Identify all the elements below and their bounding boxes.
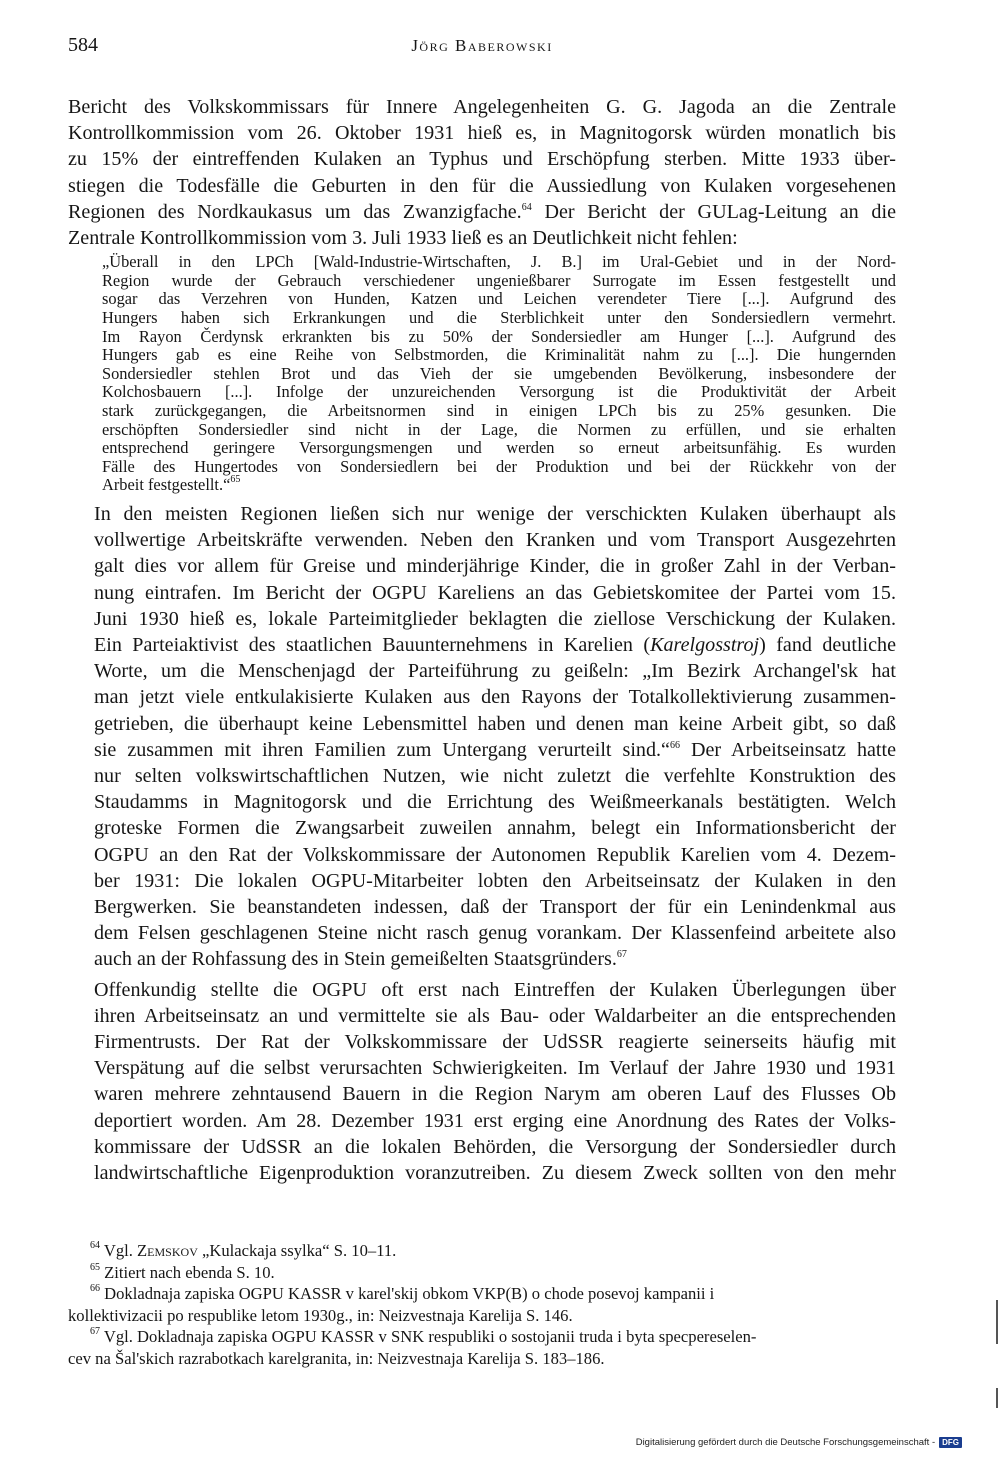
text-line: nur selten volkswirtschaftlichen Nutzen, wie nicht zuletzt die verfehlte Konstruktion des bbox=[94, 764, 896, 787]
italic-term: Karelgosstroj bbox=[650, 633, 760, 656]
text-segment: Der Bericht der GULag-Leitung an die bbox=[544, 200, 896, 223]
digitization-credit bbox=[636, 1437, 962, 1448]
running-head: Jörg Baberowski bbox=[411, 36, 553, 55]
text-line: waren mehrere zehntausend Bauern in die Region Narym am oberen Lauf des Flusses Ob bbox=[94, 1083, 896, 1106]
quote-line: Region wurde der Gebrauch verschiedener ungenießbarer Surrogate im Essen festgestellt und bbox=[102, 270, 896, 290]
quote-line: Fälle des Hungertodes von Sondersiedlern bei der Produktion und bei der Rückkehr von der bbox=[102, 456, 896, 476]
footnote-ref: 66 bbox=[669, 739, 680, 751]
text-line: dem Felsen geschlagenen Steine nicht rasch genug vorankam. Der Klassenfeind arbeitete also bbox=[94, 922, 896, 945]
page-header bbox=[68, 34, 896, 64]
footnote-ref: 64 bbox=[521, 201, 532, 213]
text-line: Kontrollkommission vom 26. Oktober 1931 hieß es, in Magnitogorsk würden monatlich bis bbox=[68, 122, 896, 145]
quote-line: Sondersiedler stehlen Brot und das Vieh der sie umgebenden Bevölkerung, insbesondere der bbox=[102, 363, 896, 383]
text-line: getrieben, die überhaupt keine Lebensmittel haben und denen man keine Arbeit gibt, so daß bbox=[94, 712, 896, 735]
text-line: groteske Formen die Zwangsarbeit zuweilen annahm, belegt ein Informationsbericht der bbox=[94, 817, 896, 840]
quote-line: stark zurückgegangen, die Arbeitsnormen sind in einigen LPCh bis zu 25% gesunken. Die bbox=[102, 400, 896, 420]
text-segment: sie zusammen mit ihren Familien zum Untergang verurteilt sind.“ bbox=[94, 738, 670, 761]
footnote bbox=[68, 1283, 896, 1326]
text-line: Juni 1930 hieß es, lokale Parteimitglieder beklagten die ziellose Verschickung der Kulaken. bbox=[94, 607, 896, 630]
page-number: 584 bbox=[68, 34, 98, 56]
text-line bbox=[68, 632, 896, 658]
text-line: galt dies vor allem für Greise und minderjährige Kinder, die in großer Zahl in der Verban- bbox=[94, 555, 896, 578]
quote-line: Im Rayon Čerdynsk erkrankten bis zu 50% der Sondersiedler am Hunger [...]. Aufgrund des bbox=[102, 326, 896, 346]
text-segment: Ein Parteiaktivist des staatlichen Bauunternehmens in Karelien ( bbox=[94, 633, 651, 656]
text-line: Firmentrusts. Der Rat der Volkskommissare der UdSSR reagierte seinerseits häufig mit bbox=[94, 1031, 896, 1053]
text-line: ber 1931: Die lokalen OGPU-Mitarbeiter lobten den Arbeitseinsatz der Kulaken in den bbox=[94, 869, 896, 892]
text-segment: ) fand deutliche bbox=[759, 633, 896, 656]
footnotes bbox=[68, 1240, 896, 1369]
text-line bbox=[68, 946, 896, 972]
text-line bbox=[68, 737, 896, 763]
text-line: Worte, um die Menschenjagd der Parteiführung zu geißeln: „Im Bezirk Archangel'sk hat bbox=[94, 660, 896, 683]
footnote-ref: 65 bbox=[230, 474, 241, 486]
paragraph-1 bbox=[68, 94, 896, 251]
footnote-text: Zitiert nach ebenda S. 10. bbox=[104, 1262, 275, 1282]
text-line: stiegen die Todesfälle die Geburten in den für die Aussiedlung von Kulaken vorgesehenen bbox=[68, 174, 896, 197]
text-line: OGPU an den Rat der Volkskommissare der Autonomen Republik Karelien vom 4. Dezem- bbox=[94, 843, 896, 866]
text-line: Bergwerken. Sie beanstandeten indessen, daß der Transport der für ein Lenindenkmal aus bbox=[94, 895, 896, 918]
paragraph-2 bbox=[68, 501, 896, 973]
footnote-text: „Kulackaja ssylka“ S. 10–11. bbox=[197, 1241, 397, 1260]
quote-line: Hungers gab es eine Reihe von Selbstmorden, die Kriminalität nahm zu [...]. Die hungernden bbox=[102, 345, 896, 365]
quote-line: entsprechend geringere Versorgungsmengen und werden so erneut arbeitsunfähig. Es wurden bbox=[102, 438, 896, 458]
text-segment: Der Arbeitseinsatz hatte bbox=[679, 738, 896, 761]
footnote-text: Vgl. bbox=[103, 1241, 138, 1260]
footnote-number: 65 bbox=[90, 1261, 100, 1273]
block-quote bbox=[102, 253, 896, 495]
text-line: Offenkundig stellte die OGPU oft erst nach Eintreffen der Kulaken Überlegungen über bbox=[94, 978, 896, 1001]
credit-text: Digitalisierung gefördert durch die Deutsche Forschungsgemeinschaft - bbox=[635, 1437, 936, 1448]
scan-edge-mark bbox=[996, 1300, 998, 1344]
footnote-author: Zemskov bbox=[137, 1241, 198, 1260]
body-text bbox=[68, 94, 896, 1186]
footnote-continuation: cev na Šal'skich razrabotkach karelgranita, in: Neizvestnaja Karelija S. 183–186. bbox=[68, 1348, 605, 1368]
text-segment: Regionen des Nordkaukasus um das Zwanzigfache. bbox=[68, 200, 522, 223]
quote-line bbox=[102, 476, 896, 495]
paragraph-3 bbox=[68, 977, 896, 1187]
footnote-text: Vgl. Dokladnaja zapiska OGPU KASSR v SNK respubliki o sostojanii truda i byta specpereselen- bbox=[103, 1327, 757, 1346]
text-line: man jetzt viele entkulakisierte Kulaken aus den Rayons der Totalkollektivierung zusammen- bbox=[94, 686, 896, 709]
text-line: deportiert worden. Am 28. Dezember 1931 erst erging eine Anordnung des Rates der Volks- bbox=[94, 1109, 896, 1132]
footnote-number: 64 bbox=[90, 1240, 100, 1251]
text-line: Verspätung auf die selbst verursachten Schwierigkeiten. Im Verlauf der Jahre 1930 und 1931 bbox=[94, 1057, 896, 1080]
text-line: Zentrale Kontrollkommission vom 3. Juli 1933 ließ es an Deutlichkeit nicht fehlen: bbox=[68, 227, 738, 250]
text-line: Bericht des Volkskommissars für Innere Angelegenheiten G. G. Jagoda an die Zentrale bbox=[68, 96, 896, 118]
text-line: Staudamms in Magnitogorsk und die Errichtung des Weißmeerkanals bestätigten. Welch bbox=[94, 791, 896, 814]
text-line: landwirtschaftliche Eigenproduktion voranzutreiben. Zu diesem Zweck sollten von den mehr bbox=[94, 1162, 896, 1185]
footnote-ref: 67 bbox=[616, 949, 627, 961]
footnote bbox=[68, 1326, 896, 1369]
footnote-number: 67 bbox=[90, 1326, 100, 1337]
text-segment: auch an der Rohfassung des in Stein gemeißelten Staatsgründers. bbox=[94, 948, 617, 971]
text-line: vollwertige Arbeitskräfte verwenden. Neben den Kranken und vom Transport Ausgezehrten bbox=[94, 529, 896, 552]
footnote-continuation: kollektivizacii po respublike letom 1930g., in: Neizvestnaja Karelija S. 146. bbox=[68, 1305, 573, 1325]
scan-edge-mark bbox=[996, 1388, 998, 1408]
text-line: nung eintrafen. Im Bericht der OGPU Kareliens an das Gebietskomitee der Partei vom 15. bbox=[94, 581, 896, 604]
quote-line: „Überall in den LPCh [Wald-Industrie-Wirtschaften, J. B.] im Ural-Gebiet und in der Nord- bbox=[102, 252, 896, 272]
footnote-text: Dokladnaja zapiska OGPU KASSR v karel'skij obkom VKP(B) o chode posevoj kampanii i bbox=[104, 1284, 715, 1303]
text-line bbox=[68, 199, 896, 225]
text-line: In den meisten Regionen ließen sich nur wenige der verschickten Kulaken überhaupt als bbox=[94, 502, 896, 525]
footnote bbox=[68, 1240, 896, 1262]
text-line: kommissare der UdSSR an die lokalen Behörden, die Versorgung der Sondersiedler durch bbox=[94, 1135, 896, 1158]
text-line: zu 15% der eintreffenden Kulaken an Typhus und Erschöpfung sterben. Mitte 1933 über- bbox=[68, 148, 896, 171]
quote-line: sogar das Verzehren von Hunden, Katzen und Leichen verendeter Tiere [...]. Aufgrund des bbox=[102, 289, 896, 309]
quote-line: Kolchosbauern [...]. Infolge der unzureichenden Versorgung ist die Produktivität der Arbeit bbox=[102, 382, 896, 402]
quote-line: erschöpften Sondersiedler sind nicht in der Lage, die Normen zu erfüllen, und sie erhalten bbox=[102, 419, 896, 439]
text-line: ihren Arbeitseinsatz an und vermittelte sie als Bau- oder Waldarbeiter an die entsprechenden bbox=[94, 1004, 896, 1027]
dfg-logo-icon: DFG bbox=[939, 1437, 962, 1448]
footnote-number: 66 bbox=[90, 1283, 100, 1294]
text-segment: Arbeit festgestellt.“ bbox=[102, 475, 231, 495]
quote-line: Hungers haben sich Erkrankungen und die Sterblichkeit unter den Sondersiedlern vermehrt. bbox=[102, 308, 896, 327]
footnote bbox=[68, 1262, 896, 1284]
